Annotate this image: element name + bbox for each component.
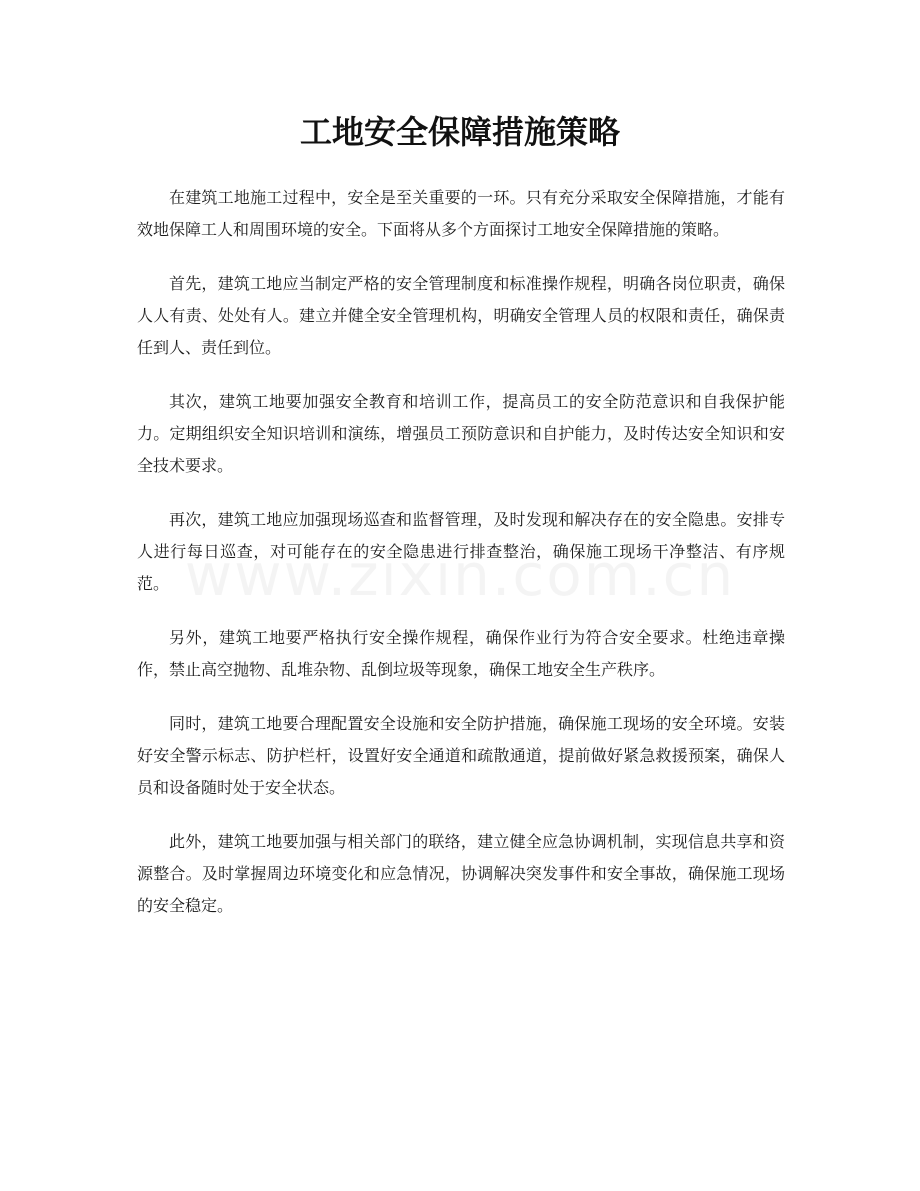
paragraph-coordination: 此外，建筑工地要加强与相关部门的联络，建立健全应急协调机制，实现信息共享和资源整合。及时掌握周边环境变化和应急情况，协调解决突发事件和安全事故，确保施工现场的安全稳定。 (137, 832, 785, 915)
paragraph-management-system: 首先，建筑工地应当制定严格的安全管理制度和标准操作规程，明确各岗位职责，确保人人有责、处处有人。建立并健全安全管理机构，明确安全管理人员的权限和责任，确保责任到人、责任到位。 (137, 274, 785, 357)
document-body (137, 182, 785, 944)
document-title: 工地安全保障措施策略 (299, 113, 620, 151)
paragraph-safety-facilities: 同时，建筑工地要合理配置安全设施和安全防护措施，确保施工现场的安全环境。安装好安全警示标志、防护栏杆，设置好安全通道和疏散通道，提前做好紧急救援预案，确保人员和设备随时处于安全状态。 (137, 714, 785, 797)
paragraph-education-training: 其次，建筑工地要加强安全教育和培训工作，提高员工的安全防范意识和自我保护能力。定期组织安全知识培训和演练，增强员工预防意识和自护能力，及时传达安全知识和安全技术要求。 (137, 392, 785, 475)
paragraph-intro: 在建筑工地施工过程中，安全是至关重要的一环。只有充分采取安全保障措施，才能有效地保障工人和周围环境的安全。下面将从多个方面探讨工地安全保障措施的策略。 (137, 188, 785, 239)
paragraph-site-inspection: 再次，建筑工地应加强现场巡查和监督管理，及时发现和解决存在的安全隐患。安排专人进行每日巡查，对可能存在的安全隐患进行排查整治，确保施工现场干净整洁、有序规范。 (137, 510, 785, 593)
paragraph-operating-rules: 另外，建筑工地要严格执行安全操作规程，确保作业行为符合安全要求。杜绝违章操作，禁止高空抛物、乱堆杂物、乱倒垃圾等现象，确保工地安全生产秩序。 (137, 628, 785, 679)
